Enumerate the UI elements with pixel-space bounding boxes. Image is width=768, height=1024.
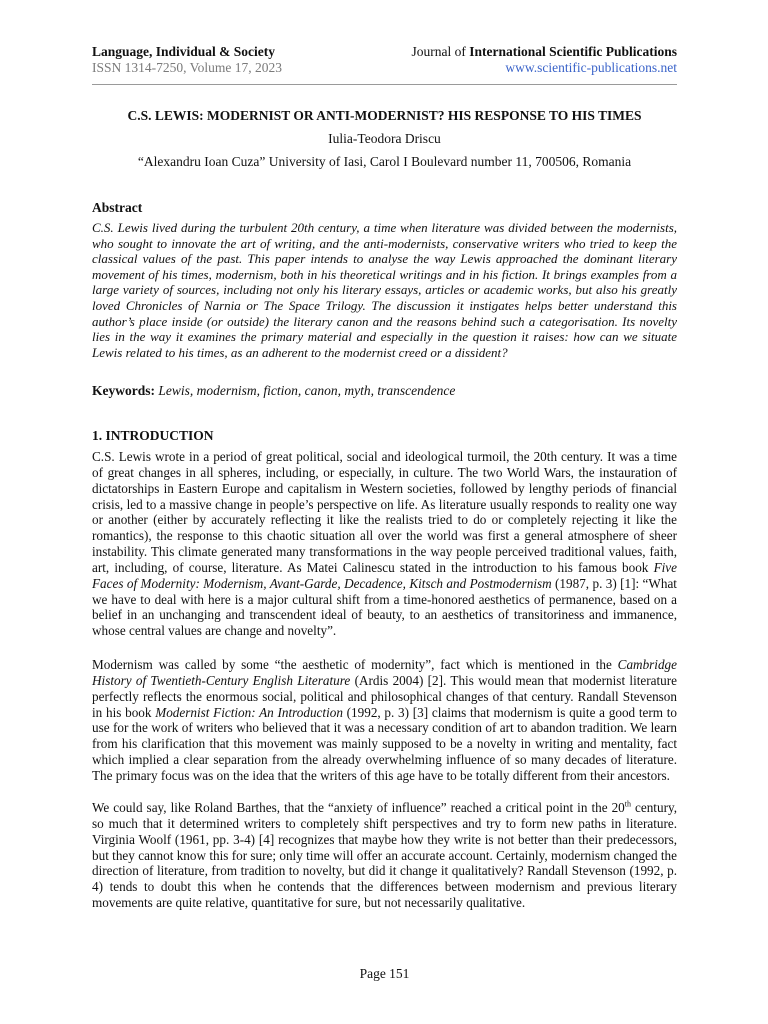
keywords-line — [92, 382, 677, 399]
paragraph-text: (1992, p. 3) [3] claims that modernism is quite a good term to use for the work of writers who believed that it was a necessary condition of art to abandon tradition. We learn from his clarification that this movement was mainly supposed to be a novelty in writing and mentality, fact which implied a clear separation from the already overwhelming influence of so many decades of literature. The primary focus was on the idea that the writers of this age have to be totally different from their ancestors. — [92, 704, 677, 783]
abstract-heading: Abstract — [92, 200, 143, 215]
publisher-name: International Scientific Publications — [469, 44, 677, 59]
book-title: Five Faces of Modernity: Modernism, Avant-Garde, Decadence, Kitsch and Postmodernism — [92, 559, 677, 591]
journal-url-link[interactable]: www.scientific-publications.net — [505, 60, 677, 75]
intro-paragraph-2 — [92, 657, 677, 784]
journal-name — [411, 43, 677, 60]
journal-short-title: Language, Individual & Society — [92, 44, 276, 59]
paragraph-text: (Ardis 2004) [2]. This would mean that modernist literature perfectly reflects the enormous social, political and philosophical changes of that century. Randall Stevenson in his book — [92, 672, 678, 720]
journal-of-label: Journal of — [411, 44, 466, 59]
paragraph-text: century, so much that it determined writers to completely shift perspectives and try to form new paths in literature. Virginia Woolf (1961, pp. 3-4) [4] recognizes that maybe how they write is not better than their predecessors, but they cannot know this for sure; only time will offer an accurate account. Certainly, modernism changed the direction of literature, from tradition to novelty, but did it change it qualitatively? Randall Stevenson (1992, p. 4) tends to doubt this when he contends that the differences between modernism and previous literary movements are quite relative, quantitative for sure, but not necessarily qualitative. — [92, 800, 677, 911]
keywords-label: Keywords: — [92, 383, 155, 398]
section-heading-introduction: 1. INTRODUCTION — [92, 428, 214, 443]
page-number: Page 151 — [359, 966, 410, 981]
article-author: Iulia-Teodora Driscu — [328, 131, 441, 146]
keywords-list: Lewis, modernism, fiction, canon, myth, transcendence — [158, 383, 456, 398]
article-title: C.S. LEWIS: MODERNIST OR ANTI-MODERNIST? HIS RESPONSE TO HIS TIMES — [127, 108, 642, 123]
paragraph-text: We could say, like Roland Barthes, that the “anxiety of influence” reached a critical point in the 20 — [92, 800, 625, 815]
book-title: Cambridge History of Twentieth-Century English Literature — [92, 657, 677, 688]
intro-paragraph-1 — [92, 449, 677, 639]
superscript-ordinal: th — [624, 799, 631, 809]
paragraph-text: C.S. Lewis wrote in a period of great political, social and ideological turmoil, the 20th century. It was a time of great changes in all spheres, including, or especially, in culture. The two World Wars, the instauration of dictatorships in Eastern Europe and capitalism in Western societies, followed by lengthy periods of financial crisis, led to a massive change in people’s perspective on life. As literature usually responds to reality one way or another (either by accurately reflecting it like the realists tried to do or completely rejecting it like the romantics), the response to this chaotic situation all over the world was first a general atmosphere of sheer instability. This climate generated many transformations in the way people perceived traditional values, faith, art, including, of course, literature. As Matei Calinescu stated in the introduction to his famous book — [92, 449, 677, 575]
book-title: Modernist Fiction: An Introduction — [155, 704, 343, 720]
issn-volume: ISSN 1314-7250, Volume 17, 2023 — [92, 60, 283, 75]
author-affiliation: “Alexandru Ioan Cuza” University of Iasi, Carol I Boulevard number 11, 700506, Romania — [137, 154, 632, 169]
paragraph-text: Modernism was called by some “the aesthetic of modernity”, fact which is mentioned in the — [92, 657, 618, 672]
paragraph-text: (1987, p. 3) [1]: “What we have to deal with here is a major cultural shift from a time-honored aesthetics of permanence, based on a belief in an unchanging and transcendent ideal of beauty, to an aesthetics of transitoriness and immanence, whose central values are change and novelty”. — [92, 575, 677, 639]
intro-paragraph-3 — [92, 800, 677, 911]
header-divider — [92, 84, 677, 85]
abstract-body: C.S. Lewis lived during the turbulent 20th century, a time when literature was divided between the modernists, who sought to innovate the art of writing, and the anti-modernists, conservative writers who tried to keep the classical values of the past. This paper intends to analyse the way Lewis approached the dominant literary movement of his times, modernism, both in his theoretical writings and in his fiction. It brings examples from a large variety of sources, including not only his literary essays, articles or academic works, but also his greatly loved Chronicles of Narnia or The Space Trilogy. The discussion it instigates helps better understand this author’s place inside (or outside) the literary canon and the reasons behind such a categorisation. Its novelty lies in the way it examines the primary material and especially in the question it raises: how can we situate Lewis related to his times, as an adherent to the modernist creed or a dissident? — [92, 220, 677, 360]
